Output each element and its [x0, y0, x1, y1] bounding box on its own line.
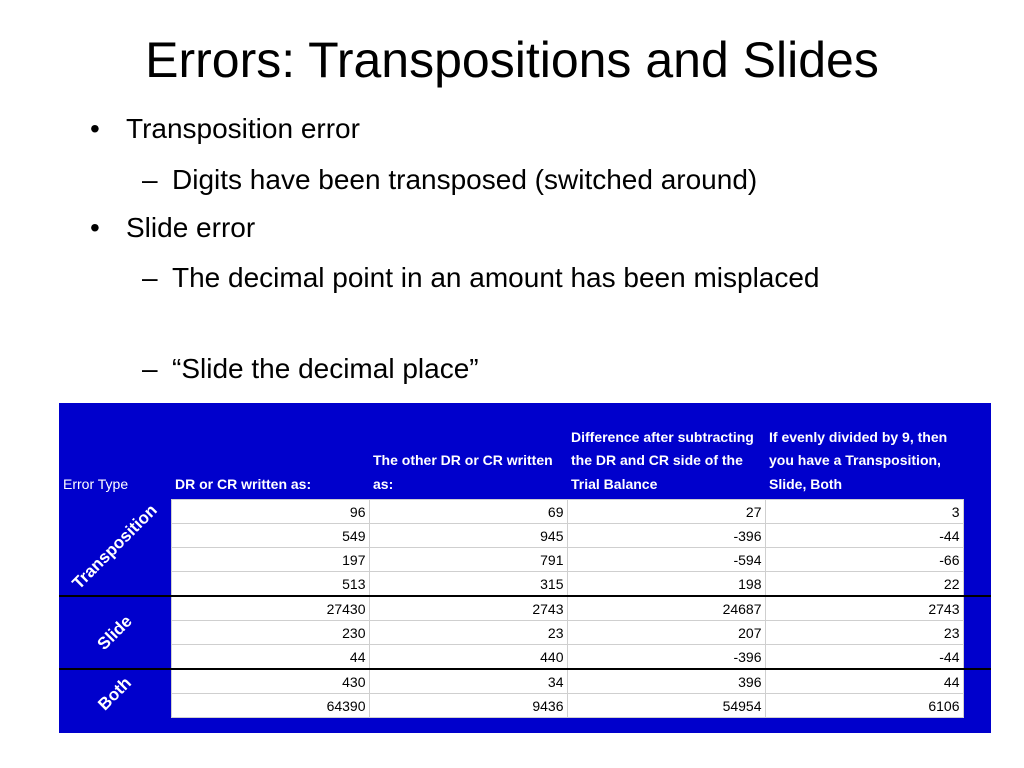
sub-bullet-text: Digits have been transposed (switched around) [172, 164, 758, 195]
row-filler [963, 500, 991, 524]
table-row [59, 524, 991, 548]
table-row [59, 645, 991, 670]
row-filler [963, 572, 991, 597]
table-cell: 791 [369, 548, 567, 572]
sub-bullet-text: The decimal point in an amount has been misplaced [172, 262, 820, 293]
table-cell: 197 [171, 548, 369, 572]
row-filler [963, 596, 991, 621]
table-cell: 22 [765, 572, 963, 597]
group-label-cell [59, 596, 171, 669]
row-filler [963, 645, 991, 670]
group-label-cell [59, 669, 171, 718]
group-label: Transposition [68, 500, 161, 594]
row-filler [963, 621, 991, 645]
table-row [59, 572, 991, 597]
header-filler [963, 403, 991, 500]
table-cell: 96 [171, 500, 369, 524]
table-cell: 198 [567, 572, 765, 597]
table-cell: 2743 [369, 596, 567, 621]
bullet-text: Transposition error [126, 113, 360, 144]
group-label: Both [93, 672, 135, 714]
table-cell: 3 [765, 500, 963, 524]
table-cell: 513 [171, 572, 369, 597]
table-row [59, 548, 991, 572]
table-cell: 23 [765, 621, 963, 645]
bullet-marker: • [90, 212, 100, 243]
table-cell: -396 [567, 645, 765, 670]
row-filler [963, 524, 991, 548]
table-row [59, 500, 991, 524]
table-cell: -44 [765, 524, 963, 548]
table-row [59, 621, 991, 645]
table-header-row [59, 403, 991, 500]
error-table [59, 403, 991, 718]
table-cell: 396 [567, 669, 765, 694]
bullet-text: Slide error [126, 212, 256, 243]
table-cell: 69 [369, 500, 567, 524]
table-cell: 440 [369, 645, 567, 670]
slide-title: Errors: Transpositions and Slides [145, 32, 879, 88]
column-header: DR or CR written as: [171, 403, 369, 500]
table-cell: 23 [369, 621, 567, 645]
table-cell: 27430 [171, 596, 369, 621]
column-header: The other DR or CR written as: [369, 403, 567, 500]
table-cell: 64390 [171, 694, 369, 718]
error-table-container [59, 403, 991, 733]
table-row [59, 596, 991, 621]
table-cell: 230 [171, 621, 369, 645]
table-cell: 27 [567, 500, 765, 524]
table-cell: 44 [765, 669, 963, 694]
table-cell: -44 [765, 645, 963, 670]
row-filler [963, 669, 991, 694]
table-cell: 6106 [765, 694, 963, 718]
group-label: Slide [93, 611, 136, 654]
table-cell: 9436 [369, 694, 567, 718]
table-cell: -396 [567, 524, 765, 548]
sub-bullet-marker: – [142, 262, 158, 293]
column-header: Error Type [59, 403, 171, 500]
table-cell: -66 [765, 548, 963, 572]
table-cell: 34 [369, 669, 567, 694]
table-cell: 315 [369, 572, 567, 597]
table-cell: 2743 [765, 596, 963, 621]
row-filler [963, 694, 991, 718]
sub-bullet-marker: – [142, 164, 158, 195]
table-row [59, 694, 991, 718]
sub-bullet-text: “Slide the decimal place” [172, 353, 479, 384]
bullet-marker: • [90, 113, 100, 144]
table-cell: -594 [567, 548, 765, 572]
group-label-cell [59, 500, 171, 597]
table-row [59, 669, 991, 694]
column-header: If evenly divided by 9, then you have a Transposition, Slide, Both [765, 403, 963, 500]
table-cell: 549 [171, 524, 369, 548]
row-filler [963, 548, 991, 572]
table-cell: 54954 [567, 694, 765, 718]
table-cell: 24687 [567, 596, 765, 621]
table-cell: 430 [171, 669, 369, 694]
table-cell: 945 [369, 524, 567, 548]
table-cell: 44 [171, 645, 369, 670]
table-cell: 207 [567, 621, 765, 645]
column-header: Difference after subtracting the DR and CR side of the Trial Balance [567, 403, 765, 500]
sub-bullet-marker: – [142, 353, 158, 384]
